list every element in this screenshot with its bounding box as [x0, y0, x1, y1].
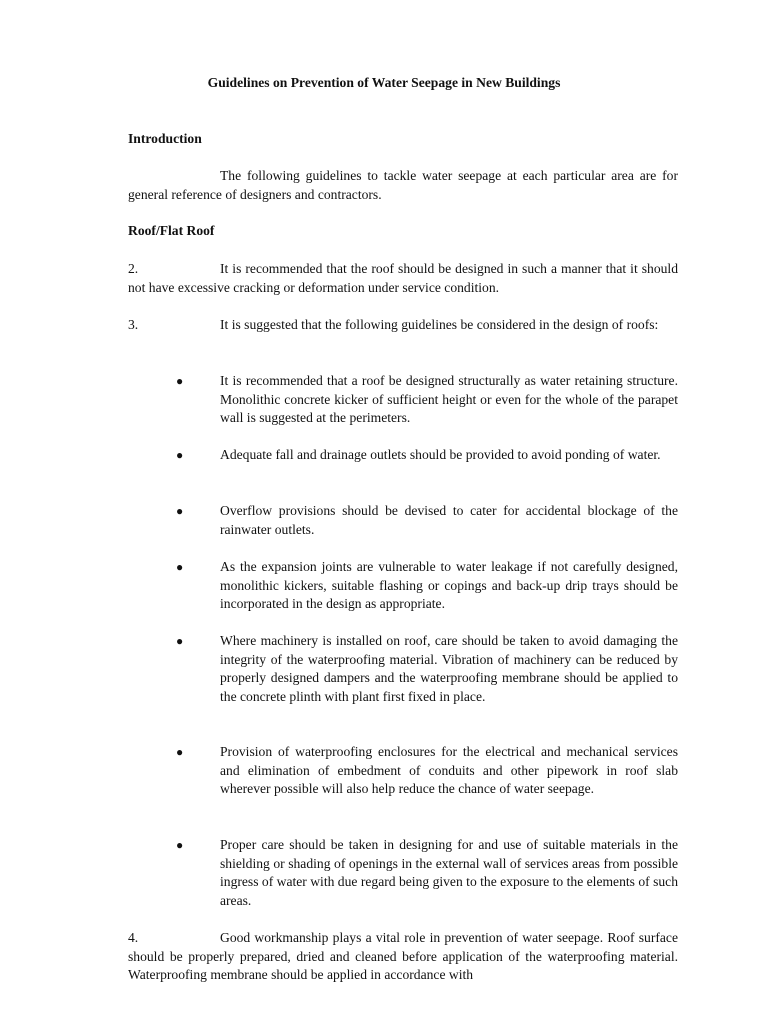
bullet-dot-icon: ● [176, 634, 184, 648]
paragraph-4-text: Good workmanship plays a vital role in prevention of water seepage. Roof surface should be properly prepared, dried and cleaned before application of the waterproofing material. Waterproofing membrane should be applied in accordance with [128, 930, 678, 983]
introduction-heading: Introduction [128, 131, 202, 146]
paragraph-3 [128, 316, 678, 335]
bullet-item-5 [176, 632, 680, 706]
introduction-paragraph: The following guidelines to tackle water seepage at each particular area are for general reference of designers and contractors. [128, 168, 678, 202]
paragraph-4 [128, 929, 678, 985]
bullet-dot-icon: ● [176, 374, 184, 388]
roof-heading: Roof/Flat Roof [128, 223, 215, 238]
document-title: Guidelines on Prevention of Water Seepage in New Buildings [207, 75, 561, 90]
bullet-dot-icon: ● [176, 448, 184, 462]
paragraph-2-text: It is recommended that the roof should be designed in such a manner that it should not have excessive cracking or deformation under service condition. [128, 261, 678, 295]
bullet-dot-icon: ● [176, 745, 184, 759]
paragraph-4-number: 4. [128, 930, 139, 945]
bullet-item-2 [176, 446, 680, 465]
bullet-dot-icon: ● [176, 504, 184, 518]
bullet-dot-icon: ● [176, 560, 184, 574]
bullet-item-1 [176, 372, 680, 428]
bullet-item-6 [176, 743, 680, 799]
paragraph-3-number: 3. [128, 317, 139, 332]
bullet-dot-icon: ● [176, 838, 184, 852]
bullet-item-7 [176, 836, 680, 910]
bullet-text-1: It is recommended that a roof be designed structurally as water retaining structure. Monolithic concrete kicker of sufficient height or even for the whole of the parapet wall is suggested at the perimeters. [220, 373, 678, 426]
bullet-item-4 [176, 558, 680, 614]
bullet-item-3 [176, 502, 680, 539]
bullet-text-2: Adequate fall and drainage outlets should be provided to avoid ponding of water. [220, 447, 661, 462]
bullet-text-4: As the expansion joints are vulnerable to water leakage if not carefully designed, monolithic kickers, suitable flashing or copings and back-up drip trays should be incorporated in the design as appropriate. [220, 559, 678, 612]
paragraph-2-number: 2. [128, 261, 139, 276]
paragraph-2 [128, 260, 678, 297]
bullet-text-6: Provision of waterproofing enclosures for the electrical and mechanical services and elimination of embedment of conduits and other pipework in roof slab wherever possible will also help reduce the chance of water seepage. [220, 744, 678, 797]
bullet-text-7: Proper care should be taken in designing for and use of suitable materials in the shielding or shading of openings in the external wall of services areas from possible ingress of water with due regard being given to the exposure to the elements of such areas. [220, 837, 678, 908]
bullet-text-5: Where machinery is installed on roof, care should be taken to avoid damaging the integrity of the waterproofing material. Vibration of machinery can be reduced by properly designed dampers and the waterproofing membrane should be applied to the concrete plinth with plant first fixed in place. [220, 633, 678, 704]
bullet-text-3: Overflow provisions should be devised to cater for accidental blockage of the rainwater outlets. [220, 503, 678, 537]
paragraph-3-text: It is suggested that the following guidelines be considered in the design of roofs: [220, 317, 659, 332]
